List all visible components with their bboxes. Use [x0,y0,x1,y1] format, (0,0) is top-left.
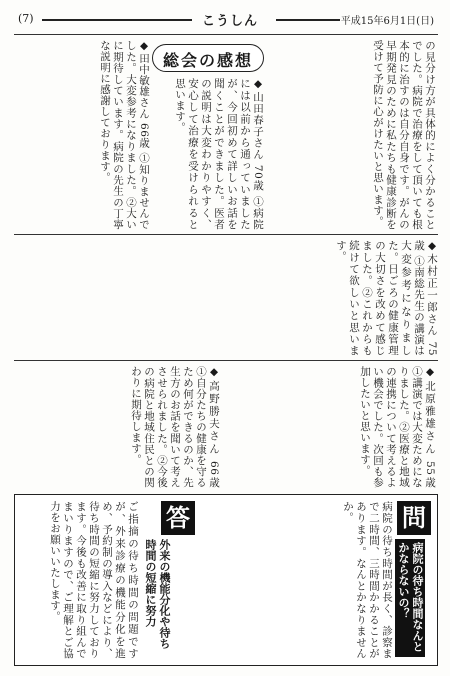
question-mark-badge: 問 [397,501,431,535]
column-text-2: ◆田中敏雄さん 66歳 ①知りませんでした。大変参考になりました。②大いに期待しています。病院の先生の丁寧な説明に感謝しております。 [99,40,150,230]
column-text-6: ◆高野勝夫さん 66歳 ①自分たちの健康を守るため何ができるのか、先生方のお話を聞いて考えさせられました。②今後の病院と地域住民との関わりに期待します。 [130,366,220,488]
issue-date: 平成15年6月1日(日) [340,16,434,27]
column-text-4: ◆木村正一郎さん 75歳 ①南総先生の講演は大変参考になりました。日ごろの健康管理の大切さを改めて感じました。②これからも続けて欲しいと思います。 [335,240,438,356]
column-text-3: ◆山田春子さん 70歳 ①病院には以前から通っていましたが、今回初めて詳しいお話を聞くことができました。医者の説明は大変わかりやすく、安心して治療を受けられると思います。 [174,78,264,230]
page-header [14,8,438,30]
answer-text: ご指摘の待ち時間の問題ですが、外来診療の機能分化を進め、予約制の導入などにより、待ち時間の短縮に努力しております。今後も改善に取り組んでまいりますので、ご理解とご協力をお願いいたします。 [49,501,139,659]
answer-mark-badge: 答 [161,501,195,535]
feature-headline-box [152,44,264,72]
page-number: (7) [18,12,34,25]
feature-headline: 総会の感想 [162,51,253,70]
answer-title: 外来の機能分化や待ち時間の短縮に努力 [144,539,171,649]
header-rule-right [276,19,340,21]
mid-divider-1 [14,234,438,235]
header-rule-left [42,19,192,21]
column-text-5: ◆北原雅雄さん 55歳 ①講演では大変ためになりました。②医療と地域の連携について考えるよい機会でした。次回も参加したいと思います。 [359,366,436,488]
publication-title: こうしん [202,14,259,29]
question-title: 病院の待ち時間なんとかならないの？ [395,539,425,657]
qa-box [14,494,438,666]
top-divider [14,34,438,35]
question-text: 病院の待ち時間が長く、診察まで二時間、三時間かかることがあります。なんとかなりませんか。 [342,501,393,659]
mid-divider-2 [14,360,438,361]
column-text-1: の見分け方が具体的によく分かることでした。病院で治療をして頂いても根本的に治すのは自分自身です。がんの早期発見のために私たちも健康診断を受けて予防に心がけたいと思います。 [372,40,436,230]
